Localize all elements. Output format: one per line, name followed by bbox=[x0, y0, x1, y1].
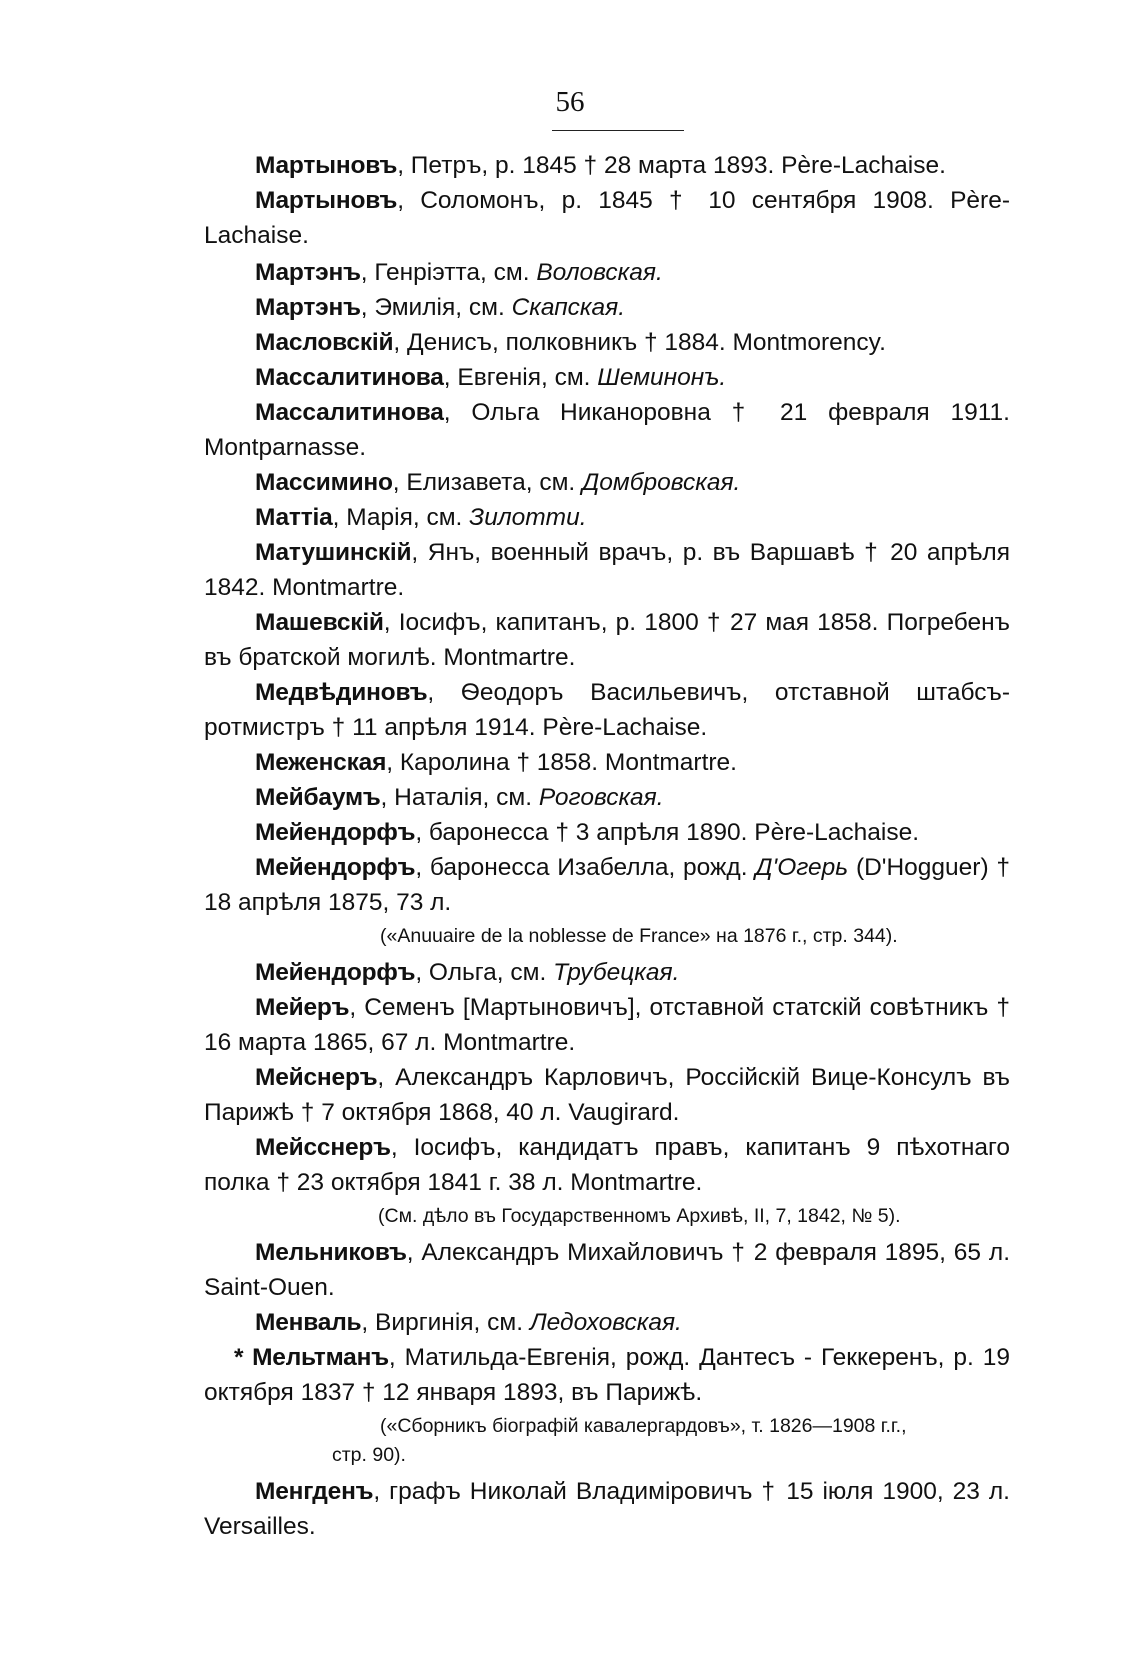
entry-name: Мельтманъ bbox=[252, 1344, 389, 1371]
entry-reference: Скапская. bbox=[511, 294, 626, 321]
entry-name: Мейсснеръ bbox=[255, 1134, 391, 1161]
entry bbox=[204, 815, 1010, 850]
entry-reference: Ледоховская. bbox=[529, 1309, 682, 1336]
entry-reference: Трубецкая. bbox=[553, 959, 680, 986]
entry bbox=[204, 255, 1010, 290]
source-note: («Anuuaire de la noblesse de France» на 1876 г., стр. 344). bbox=[380, 925, 898, 947]
entry-name: Медвѣдиновъ bbox=[255, 679, 428, 706]
entry bbox=[204, 1060, 1010, 1130]
page-number: 56 bbox=[555, 86, 585, 118]
entry-text: , графъ Николай Владиміровичъ † 15 іюля 1900, 23 л. Versailles. bbox=[204, 1478, 1010, 1540]
entry-text: , Александръ Михайловичъ † 2 февраля 1895, 65 л. Saint-Ouen. bbox=[204, 1239, 1010, 1301]
entry-name: Массимино bbox=[255, 469, 393, 496]
entry bbox=[204, 1235, 1010, 1305]
entry-name: Меженская bbox=[255, 749, 387, 776]
entry bbox=[204, 325, 1010, 360]
entry-text: , Іосифъ, кандидатъ правъ, капитанъ 9 пѣхотнаго полка † 23 октября 1841 г. 38 л. Montmartre. bbox=[204, 1134, 1010, 1196]
source-note: (См. дѣло въ Государственномъ Архивѣ, II, 7, 1842, № 5). bbox=[378, 1205, 901, 1227]
entry bbox=[204, 990, 1010, 1060]
entry-text: , Янъ, военный врачъ, р. въ Варшавѣ † 20 апрѣля 1842. Montmartre. bbox=[204, 539, 1010, 601]
entry-marker: * bbox=[234, 1344, 253, 1371]
entry bbox=[204, 360, 1010, 395]
source-note-line: («Сборникъ біографій кавалергардовъ», т. 1826—1908 г.г., bbox=[380, 1415, 907, 1437]
entry-text: , Соломонъ, р. 1845 † 10 сентября 1908. Père-Lachaise. bbox=[204, 187, 1010, 249]
entry bbox=[204, 465, 1010, 500]
entry-name: Менгденъ bbox=[255, 1478, 374, 1505]
entry-text: , Іосифъ, капитанъ, р. 1800 † 27 мая 1858. Погребенъ въ братской могилѣ. Montmartre. bbox=[204, 609, 1010, 671]
entry-text-after: (D'Hogguer) † 18 апрѣля 1875, 73 л. bbox=[204, 854, 1010, 916]
entry-text: , баронесса Изабелла, рожд. bbox=[415, 854, 756, 881]
entry-text: , Виргинія, см. bbox=[361, 1309, 530, 1336]
entry bbox=[204, 1340, 1010, 1410]
page-number-rule bbox=[552, 130, 684, 131]
entry-text: , Петръ, р. 1845 † 28 марта 1893. Père-Lachaise. bbox=[397, 152, 946, 179]
entry-text: , Евгенія, см. bbox=[443, 364, 598, 391]
entry-name: Мартыновъ bbox=[255, 187, 398, 214]
entry-reference: Зилотти. bbox=[469, 504, 587, 531]
entry-name: Мартэнъ bbox=[255, 259, 361, 286]
entry-name: Мейснеръ bbox=[255, 1064, 378, 1091]
entry-text: , Марія, см. bbox=[332, 504, 470, 531]
entry bbox=[204, 290, 1010, 325]
entry-name: Мейбаумъ bbox=[255, 784, 381, 811]
entry-text: , Елизавета, см. bbox=[392, 469, 583, 496]
entry bbox=[204, 535, 1010, 605]
entry bbox=[204, 148, 1010, 183]
entry-text: , Матильда-Евгенія, рожд. Дантесъ - Геккеренъ, р. 19 октября 1837 † 12 января 1893, въ Парижѣ. bbox=[204, 1344, 1010, 1406]
entry bbox=[204, 1130, 1010, 1200]
entry bbox=[204, 183, 1010, 253]
entry-text: , Эмилія, см. bbox=[360, 294, 512, 321]
entry-name: Масловскій bbox=[255, 329, 394, 356]
entry bbox=[204, 395, 1010, 465]
entry-reference: Домбровская. bbox=[582, 469, 741, 496]
entry bbox=[204, 745, 1010, 780]
entry-text: , баронесса † 3 апрѣля 1890. Père-Lachaise. bbox=[415, 819, 920, 846]
entry-name: Матушинскій bbox=[255, 539, 412, 566]
entry-name: Мартыновъ bbox=[255, 152, 398, 179]
entry-name: Массалитинова bbox=[255, 364, 444, 391]
entry-text: , Ольга, см. bbox=[415, 959, 554, 986]
entry-text: , Наталія, см. bbox=[380, 784, 539, 811]
entry-name: Мейендорфъ bbox=[255, 959, 416, 986]
entry-name: Массалитинова bbox=[255, 399, 444, 426]
entry-name: Мейеръ bbox=[255, 994, 350, 1021]
entry-name: Мейендорфъ bbox=[255, 819, 416, 846]
entry-name: Менваль bbox=[255, 1309, 362, 1336]
entry bbox=[204, 780, 1010, 815]
entry bbox=[204, 1474, 1010, 1544]
entry-text: , Генріэтта, см. bbox=[360, 259, 537, 286]
entry-name: Мартэнъ bbox=[255, 294, 361, 321]
entry-name: Машевскій bbox=[255, 609, 384, 636]
entry-text: , Александръ Карловичъ, Россійскій Вице-Консулъ въ Парижѣ † 7 октября 1868, 40 л. Vaugirard. bbox=[204, 1064, 1010, 1126]
entry bbox=[204, 1305, 1010, 1340]
entry-reference: Д'Огерь bbox=[755, 854, 849, 881]
entry-text: , Каролина † 1858. Montmartre. bbox=[386, 749, 737, 776]
page-body bbox=[204, 148, 1010, 1544]
entry bbox=[204, 605, 1010, 675]
entry-text: , Ольга Никаноровна † 21 февраля 1911. Montparnasse. bbox=[204, 399, 1010, 461]
entry bbox=[204, 675, 1010, 745]
entry-text: , Денисъ, полковникъ † 1884. Montmorency. bbox=[393, 329, 886, 356]
source-note-line: стр. 90). bbox=[332, 1444, 406, 1466]
entry bbox=[204, 500, 1010, 535]
source-note bbox=[204, 1412, 1010, 1470]
entry bbox=[204, 955, 1010, 990]
entry-reference: Роговская. bbox=[538, 784, 664, 811]
entry-reference: Шеминонъ. bbox=[597, 364, 727, 391]
entry bbox=[204, 850, 1010, 920]
entry-reference: Воловская. bbox=[536, 259, 663, 286]
entry-name: Маттіа bbox=[255, 504, 333, 531]
entry-text: , Ѳеодоръ Васильевичъ, отставной штабсъ-ротмистръ † 11 апрѣля 1914. Père-Lachaise. bbox=[204, 679, 1010, 741]
entry-name: Мейендорфъ bbox=[255, 854, 416, 881]
entry-text: , Семенъ [Мартыновичъ], отставной статскій совѣтникъ † 16 марта 1865, 67 л. Montmartre. bbox=[204, 994, 1010, 1056]
entry-name: Мельниковъ bbox=[255, 1239, 407, 1266]
